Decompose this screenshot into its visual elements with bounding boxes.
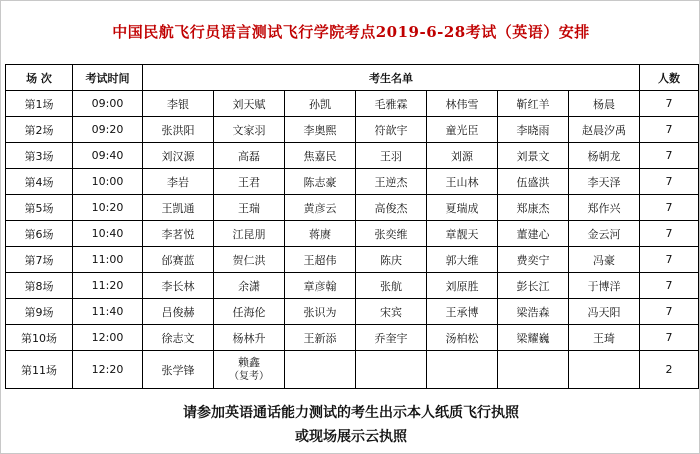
- candidate-name: 张识为: [303, 305, 337, 319]
- candidate-name-cell: [427, 325, 498, 351]
- candidate-name-cell: [143, 195, 214, 221]
- time-cell: 10:40: [73, 221, 143, 247]
- candidate-name: 郑作兴: [587, 201, 621, 215]
- candidate-name: 张奕维: [374, 227, 408, 241]
- candidate-name-cell: [143, 221, 214, 247]
- candidate-name: 张学锋: [161, 363, 195, 377]
- candidate-name: 章彦翰: [303, 279, 337, 293]
- candidate-name-cell: [569, 143, 640, 169]
- candidate-name-cell: [498, 247, 569, 273]
- time-cell: 11:00: [73, 247, 143, 273]
- schedule-body: [6, 91, 699, 389]
- table-row: [6, 91, 699, 117]
- candidate-name: 李晓雨: [516, 123, 550, 137]
- candidate-name-cell: [214, 325, 285, 351]
- candidate-name: 邰赛蓝: [161, 253, 195, 267]
- candidate-name-cell: [214, 221, 285, 247]
- candidate-name-cell: [285, 351, 356, 389]
- count-cell: 7: [640, 91, 699, 117]
- session-cell: 第9场: [6, 299, 73, 325]
- candidate-name: 王凯通: [161, 201, 195, 215]
- candidate-name: 赖鑫: [238, 356, 260, 369]
- candidate-name-cell: [356, 91, 427, 117]
- candidate-name-cell: [285, 299, 356, 325]
- candidate-name: 李岩: [167, 175, 189, 189]
- footer-notice: [1, 401, 700, 449]
- candidate-name: 李奥熙: [303, 123, 337, 137]
- candidate-name-cell: [356, 299, 427, 325]
- candidate-name-cell: [498, 117, 569, 143]
- footer-line-1: 请参加英语通话能力测试的考生出示本人纸质飞行执照: [183, 405, 519, 421]
- candidate-name: 彭长江: [516, 279, 550, 293]
- candidate-name: 陈庆: [380, 253, 402, 267]
- candidate-name: 冯豪: [593, 253, 616, 267]
- table-row: [6, 143, 699, 169]
- schedule-table: [5, 64, 699, 389]
- candidate-name: 王承博: [445, 305, 479, 319]
- candidate-name-cell: [569, 195, 640, 221]
- candidate-name: 宋宾: [380, 305, 402, 319]
- footer-line-2: 或现场展示云执照: [295, 429, 407, 445]
- candidate-name: 伍盛洪: [516, 175, 550, 189]
- candidate-name-cell: [356, 117, 427, 143]
- candidate-name-cell: [143, 299, 214, 325]
- candidate-name: 刘源: [451, 149, 473, 163]
- candidate-name-cell: [569, 247, 640, 273]
- candidate-name-cell: [427, 351, 498, 389]
- session-cell: 第3场: [6, 143, 73, 169]
- table-row: [6, 299, 699, 325]
- candidate-name: 刘原胜: [445, 279, 479, 293]
- candidate-name: 陈志豪: [303, 175, 337, 189]
- candidate-name-cell: [569, 91, 640, 117]
- count-cell: 7: [640, 299, 699, 325]
- candidate-name-cell: [143, 325, 214, 351]
- time-cell: 11:20: [73, 273, 143, 299]
- candidate-name-cell: [498, 221, 569, 247]
- candidate-name-cell: [214, 143, 285, 169]
- candidate-name: 杨晨: [593, 97, 616, 111]
- candidate-name-cell: [143, 91, 214, 117]
- session-cell: 第8场: [6, 273, 73, 299]
- session-cell: 第4场: [6, 169, 73, 195]
- table-row: [6, 117, 699, 143]
- candidate-name: 符歆宇: [374, 123, 408, 137]
- candidate-name-cell: [143, 169, 214, 195]
- candidate-name-cell: [356, 195, 427, 221]
- candidate-name-cell: [427, 221, 498, 247]
- candidate-name-cell: [498, 299, 569, 325]
- candidate-name: 焦嘉民: [303, 149, 337, 163]
- candidate-name: 孙凯: [309, 97, 331, 111]
- candidate-name-cell: [214, 299, 285, 325]
- candidate-name-cell: [427, 299, 498, 325]
- candidate-name-cell: [498, 91, 569, 117]
- candidate-name: 王羽: [380, 149, 402, 163]
- candidate-name: 张洪阳: [161, 123, 195, 137]
- candidate-name: 刘天赋: [232, 97, 266, 111]
- candidate-name-cell: [427, 273, 498, 299]
- candidate-name: 杨朝龙: [587, 149, 621, 163]
- candidate-name: 徐志文: [161, 331, 195, 345]
- candidate-name-cell: [427, 195, 498, 221]
- candidate-name-cell: [356, 221, 427, 247]
- table-row: [6, 221, 699, 247]
- candidate-name: 王逆杰: [374, 175, 408, 189]
- candidate-name: 黄彦云: [303, 201, 337, 215]
- candidate-name: 冯天阳: [587, 305, 621, 319]
- candidate-name-cell: [427, 91, 498, 117]
- candidate-name-cell: [285, 273, 356, 299]
- retest-note: （复考）: [229, 371, 269, 382]
- candidate-name-cell: [356, 247, 427, 273]
- candidate-name: 高磊: [238, 149, 260, 163]
- candidate-name: 刘汉源: [161, 149, 195, 163]
- candidate-name: 王超伟: [303, 253, 337, 267]
- candidate-name-cell: [427, 143, 498, 169]
- candidate-name-cell: [569, 351, 640, 389]
- table-row: [6, 169, 699, 195]
- time-cell: 10:20: [73, 195, 143, 221]
- table-row: [6, 273, 699, 299]
- count-cell: 7: [640, 117, 699, 143]
- candidate-name-cell: [356, 351, 427, 389]
- candidate-name-cell: [427, 247, 498, 273]
- table-row: [6, 195, 699, 221]
- candidate-name: 江昆朋: [232, 227, 266, 241]
- session-cell: 第10场: [6, 325, 73, 351]
- candidate-name: 梁耀巍: [516, 331, 550, 345]
- candidate-name: 任海伦: [232, 305, 266, 319]
- time-cell: 09:20: [73, 117, 143, 143]
- candidate-name-cell: [569, 221, 640, 247]
- candidate-name-cell: [285, 117, 356, 143]
- candidate-name-cell: [569, 273, 640, 299]
- candidate-name-cell: [214, 247, 285, 273]
- session-cell: 第2场: [6, 117, 73, 143]
- candidate-name: 王琦: [593, 331, 616, 345]
- candidate-name-cell: [214, 195, 285, 221]
- time-cell: 09:00: [73, 91, 143, 117]
- candidate-name-cell: [143, 143, 214, 169]
- candidate-name: 靳红羊: [516, 97, 550, 111]
- count-cell: 7: [640, 169, 699, 195]
- time-cell: 09:40: [73, 143, 143, 169]
- candidate-name: 毛雅霖: [374, 97, 408, 111]
- header-time: 考试时间: [73, 65, 143, 91]
- candidate-name-cell: [285, 195, 356, 221]
- candidate-name: 梁浩森: [516, 305, 550, 319]
- candidate-name-cell: [356, 273, 427, 299]
- candidate-name: 王山林: [445, 175, 479, 189]
- time-cell: 10:00: [73, 169, 143, 195]
- candidate-name-cell: [569, 117, 640, 143]
- header-session: 场 次: [6, 65, 73, 91]
- candidate-name: 杨林升: [232, 331, 266, 345]
- candidate-name: 王新添: [303, 331, 337, 345]
- candidate-name: 于博洋: [587, 279, 621, 293]
- count-cell: 7: [640, 273, 699, 299]
- candidate-name: 董建心: [516, 227, 550, 241]
- header-names: 考生名单: [143, 65, 640, 91]
- count-cell: 7: [640, 221, 699, 247]
- candidate-name: 李银: [167, 97, 189, 111]
- candidate-name-cell: [356, 325, 427, 351]
- candidate-name-cell: [214, 169, 285, 195]
- session-cell: 第6场: [6, 221, 73, 247]
- candidate-name-cell: [285, 169, 356, 195]
- count-cell: 2: [640, 351, 699, 389]
- count-cell: 7: [640, 247, 699, 273]
- session-cell: 第1场: [6, 91, 73, 117]
- candidate-name: 赵晨汐禹: [582, 123, 627, 137]
- candidate-name: 吕俊赫: [161, 305, 195, 319]
- candidate-name-cell: [569, 325, 640, 351]
- candidate-name-cell: [498, 351, 569, 389]
- candidate-name: 乔奎宇: [374, 331, 408, 345]
- candidate-name: 童光臣: [445, 123, 479, 137]
- candidate-name: 章靓天: [445, 227, 479, 241]
- candidate-name-cell: [285, 91, 356, 117]
- candidate-name-cell: [285, 221, 356, 247]
- candidate-name: 金云河: [587, 227, 621, 241]
- table-row: [6, 351, 699, 389]
- candidate-name: 刘景文: [516, 149, 550, 163]
- candidate-name-cell: [356, 169, 427, 195]
- candidate-name: 李茗悦: [161, 227, 195, 241]
- candidate-name: 夏瑞成: [445, 201, 479, 215]
- count-cell: 7: [640, 325, 699, 351]
- page-title: 中国民航飞行员语言测试飞行学院考点2019-6-28考试（英语）安排: [112, 23, 590, 41]
- table-row: [6, 325, 699, 351]
- candidate-name: 张航: [380, 279, 402, 293]
- candidate-name-cell: [569, 299, 640, 325]
- candidate-name: 林伟雪: [445, 97, 479, 111]
- candidate-name-cell: [285, 143, 356, 169]
- candidate-name-cell: [569, 169, 640, 195]
- candidate-name-cell: [143, 247, 214, 273]
- candidate-name-cell: [498, 169, 569, 195]
- candidate-name: 贺仁洪: [232, 253, 266, 267]
- time-cell: 11:40: [73, 299, 143, 325]
- candidate-name-cell: [427, 169, 498, 195]
- candidate-name-cell: [356, 143, 427, 169]
- candidate-name: 郑康杰: [516, 201, 550, 215]
- candidate-name-cell: [498, 143, 569, 169]
- candidate-name-cell: [214, 351, 285, 389]
- candidate-name-cell: [143, 117, 214, 143]
- candidate-name: 郭大维: [445, 253, 479, 267]
- session-cell: 第7场: [6, 247, 73, 273]
- candidate-name-cell: [498, 273, 569, 299]
- candidate-name-cell: [285, 325, 356, 351]
- candidate-name-cell: [214, 273, 285, 299]
- candidate-name: 王君: [238, 175, 260, 189]
- candidate-name: 高俊杰: [374, 201, 408, 215]
- candidate-name: 王瑞: [238, 201, 260, 215]
- candidate-name: 李天泽: [587, 175, 621, 189]
- candidate-name: 余潇: [238, 279, 260, 293]
- candidate-name: 费奕宁: [516, 253, 550, 267]
- header-row: [6, 65, 699, 91]
- candidate-name-cell: [285, 247, 356, 273]
- time-cell: 12:00: [73, 325, 143, 351]
- candidate-name-cell: [143, 351, 214, 389]
- candidate-name-cell: [143, 273, 214, 299]
- candidate-name-cell: [498, 325, 569, 351]
- session-cell: 第5场: [6, 195, 73, 221]
- candidate-name: 李长林: [161, 279, 195, 293]
- candidate-name-cell: [214, 117, 285, 143]
- count-cell: 7: [640, 143, 699, 169]
- candidate-name: 文家羽: [232, 123, 266, 137]
- table-row: [6, 247, 699, 273]
- candidate-name: 蒋赓: [309, 227, 331, 241]
- header-count: 人数: [640, 65, 699, 91]
- candidate-name-cell: [427, 117, 498, 143]
- candidate-name-cell: [498, 195, 569, 221]
- count-cell: 7: [640, 195, 699, 221]
- session-cell: 第11场: [6, 351, 73, 389]
- time-cell: 12:20: [73, 351, 143, 389]
- candidate-name-cell: [214, 91, 285, 117]
- candidate-name: 汤柏松: [445, 331, 479, 345]
